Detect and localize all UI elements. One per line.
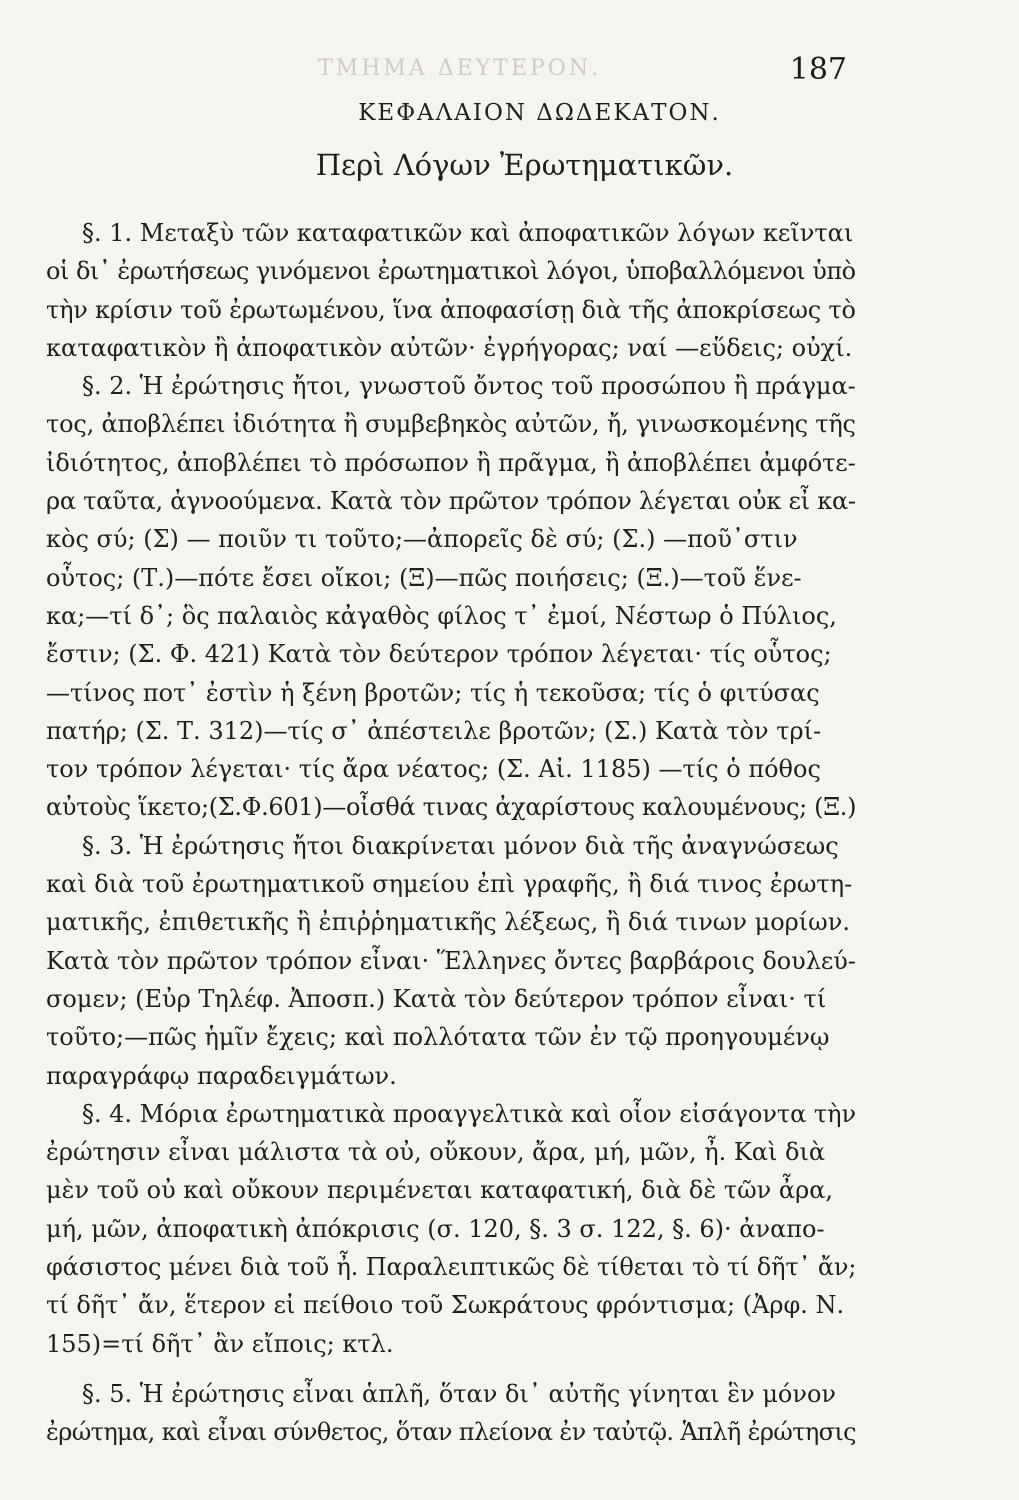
text-line: αὐτοὺς ἵκετο;(Σ.Φ.601)—οἶσθά τινας ἀχαρίστους καλουμένους; (Ξ.) bbox=[46, 793, 856, 822]
text-line: οἱ δι᾽ ἐρωτήσεως γινόμενοι ἐρωτηματικοὶ λόγοι, ὑποβαλλόμενοι ὑπὸ bbox=[46, 257, 856, 286]
body-text bbox=[46, 214, 856, 1452]
text-line: ἔστιν; (Σ. Φ. 421) Κατὰ τὸν δεύτερον τρόπον λέγεται· τίς οὗτος; bbox=[46, 640, 832, 669]
text-line: —τίνος ποτ᾽ ἐστὶν ἡ ξένη βροτῶν; τίς ἡ τεκοῦσα; τίς ὁ φιτύσας bbox=[46, 678, 820, 707]
text-line: τοῦτο;—πῶς ἡμῖν ἔχεις; καὶ πολλότατα τῶν ἐν τῷ προηγουμένῳ bbox=[46, 1023, 830, 1052]
chapter-title: ΚΕΦΑΛΑΙΟΝ ΔΩΔΕΚΑΤΟΝ. bbox=[358, 100, 721, 126]
text-line: τί δῆτ᾽ ἄν, ἕτερον εἰ πείθοιο τοῦ Σωκράτους φρόντισμα; (Ἀρφ. Ν. bbox=[46, 1291, 845, 1320]
page-number: 187 bbox=[789, 52, 847, 87]
text-line: ἐρώτημα, καὶ εἶναι σύνθετος, ὅταν πλείονα ἐν ταὐτῷ. Ἁπλῆ ἐρώτησις bbox=[46, 1418, 856, 1447]
text-line: 155)=τί δῆτ᾽ ἂν εἴποις; κτλ. bbox=[46, 1329, 394, 1358]
text-line: κὸς σύ; (Σ) — ποιῦν τι τοῦτο;—ἀπορεῖς δὲ σύ; (Σ.) —ποῦ᾽στιν bbox=[46, 525, 798, 554]
text-line: τὴν κρίσιν τοῦ ἐρωτωμένου, ἵνα ἀποφασίσῃ διὰ τῆς ἀποκρίσεως τὸ bbox=[46, 295, 856, 324]
text-line: καταφατικὸν ἢ ἀποφατικὸν αὐτῶν· ἐγρήγορας; ναί —εὕδεις; οὐχί. bbox=[46, 333, 853, 362]
paragraph-first-line: §. 1. Μεταξὺ τῶν καταφατικῶν καὶ ἀποφατικῶν λόγων κεῖνται bbox=[82, 219, 854, 247]
text-line: Κατὰ τὸν πρῶτον τρόπον εἶναι· Ἕλληνες ὄντες βαρβάροις δουλεύ- bbox=[46, 946, 856, 975]
text-line: φάσιστος μένει διὰ τοῦ ἦ. Παραλειπτικῶς δὲ τίθεται τὸ τί δῆτ᾽ ἄν; bbox=[46, 1253, 856, 1282]
text-line: ἰδιότητος, ἀποβλέπει τὸ πρόσωπον ἢ πρᾶγμα, ἢ ἀποβλέπει ἀμφότε- bbox=[46, 448, 856, 477]
text-line: τον τρόπον λέγεται· τίς ἄρα νέατος; (Σ. Αἰ. 1185) —τίς ὁ πόθος bbox=[46, 755, 821, 784]
running-head-bleedthrough: ΤΜΗΜΑ ΔΕΥΤΕΡΟΝ. bbox=[318, 56, 602, 81]
text-line: ρα ταῦτα, ἀγνοούμενα. Κατὰ τὸν πρῶτον τρόπον λέγεται οὐκ εἶ κα- bbox=[46, 487, 856, 516]
text-line: πατήρ; (Σ. Τ. 312)—τίς σ᾽ ἀπέστειλε βροτῶν; (Σ.) Κατὰ τὸν τρί- bbox=[46, 716, 822, 745]
text-line: μὲν τοῦ οὐ καὶ οὔκουν περιμένεται καταφατική, διὰ δὲ τῶν ἆρα, bbox=[46, 1176, 834, 1205]
text-line: ματικῆς, ἐπιθετικῆς ἢ ἐπιῤῥηματικῆς λέξεως, ἢ διά τινων μορίων. bbox=[46, 908, 850, 937]
text-line: καὶ διὰ τοῦ ἐρωτηματικοῦ σημείου ἐπὶ γραφῆς, ἢ διά τινος ἐρωτη- bbox=[46, 870, 853, 899]
text-line: κα;—τί δ᾽; ὃς παλαιὸς κἀγαθὸς φίλος τ᾽ ἐμοί, Νέστωρ ὁ Πύλιος, bbox=[46, 601, 837, 630]
text-line: ἐρώτησιν εἶναι μάλιστα τὰ οὐ, οὔκουν, ἄρα, μή, μῶν, ἦ. Καὶ διὰ bbox=[46, 1138, 826, 1167]
text-line: παραγράφῳ παραδειγμάτων. bbox=[46, 1061, 397, 1090]
text-line: οὗτος; (Τ.)—πότε ἔσει οἴκοι; (Ξ)—πῶς ποιήσεις; (Ξ.)—τοῦ ἕνε- bbox=[46, 563, 802, 592]
text-line: τος, ἀποβλέπει ἰδιότητα ἢ συμβεβηκὸς αὐτῶν, ἤ, γινωσκομένης τῆς bbox=[46, 410, 856, 439]
paragraph-first-line: §. 5. Ἡ ἐρώτησις εἶναι ἁπλῆ, ὅταν δι᾽ αὐτῆς γίνηται ἓν μόνον bbox=[82, 1379, 836, 1408]
paragraph-first-line: §. 4. Μόρια ἐρωτηματικὰ προαγγελτικὰ καὶ οἷον εἰσάγοντα τὴν bbox=[82, 1099, 856, 1128]
text-line: μή, μῶν, ἀποφατικὴ ἀπόκρισις (σ. 120, §. 3 σ. 122, §. 6)· ἀναπο- bbox=[46, 1214, 825, 1243]
paragraph-first-line: §. 3. Ἡ ἐρώτησις ἤτοι διακρίνεται μόνον διὰ τῆς ἀναγνώσεως bbox=[82, 831, 839, 860]
paragraph-first-line: §. 2. Ἡ ἐρώτησις ἤτοι, γνωστοῦ ὄντος τοῦ προσώπου ἢ πράγμα- bbox=[82, 372, 856, 401]
section-title: Περὶ Λόγων Ἐρωτηματικῶν. bbox=[315, 148, 734, 182]
text-line: σομεν; (Εὐρ Τηλέφ. Ἀποσπ.) Κατὰ τὸν δεύτερον τρόπον εἶναι· τί bbox=[46, 984, 827, 1013]
